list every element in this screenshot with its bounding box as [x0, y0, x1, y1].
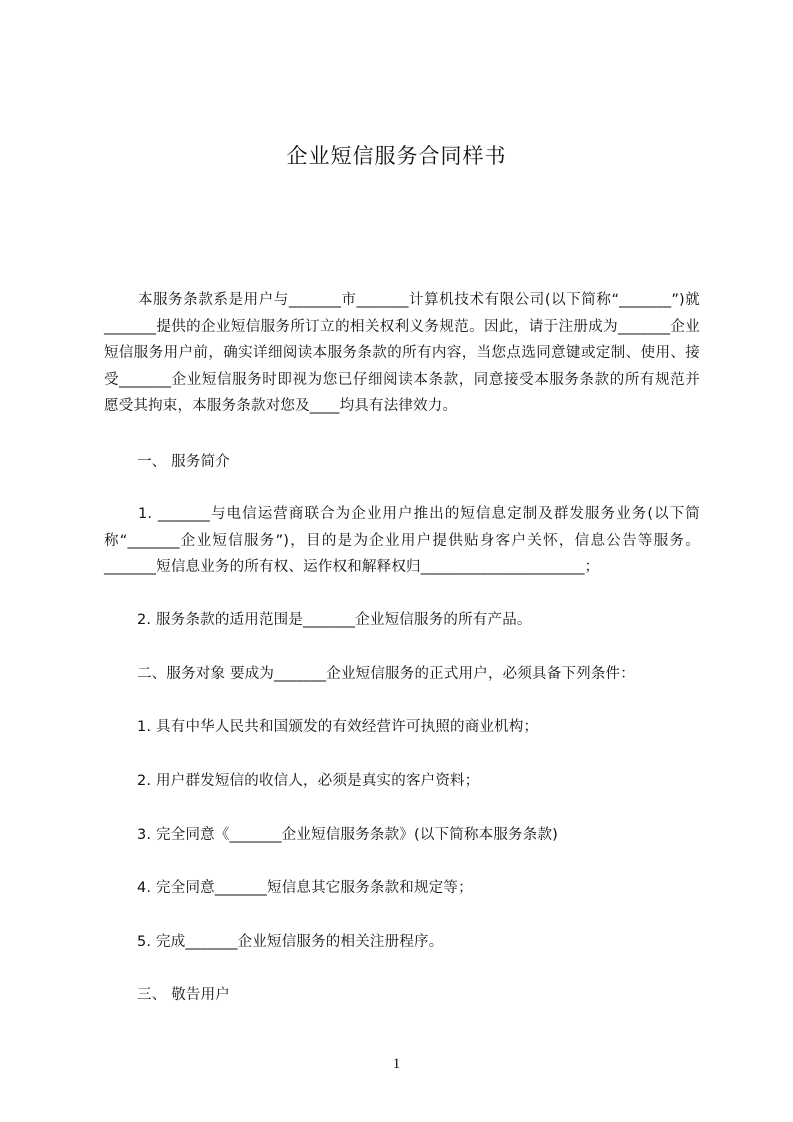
section-1-item-2: 2. 服务条款的适用范围是_______企业短信服务的所有产品。: [137, 612, 532, 628]
section-2-item-4: 4. 完全同意_______短信息其它服务条款和规定等；: [137, 880, 473, 896]
document-title: 企业短信服务合同样书: [286, 144, 507, 168]
section-2-item-1: 1. 具有中华人民共和国颁发的有效经营许可执照的商业机构；: [137, 719, 539, 735]
section-2-item-5: 5. 完成_______企业短信服务的相关注册程序。: [137, 934, 444, 950]
page-number: 1: [392, 1056, 401, 1072]
section-1-heading: 一、 服务简介: [137, 454, 231, 470]
section-3-heading: 三、 敬告用户: [137, 987, 231, 1003]
section-2-item-3: 3. 完全同意《_______企业短信服务条款》(以下简称本服务条款): [137, 827, 559, 843]
section-2-item-2: 2. 用户群发短信的收信人，必须是真实的客户资料；: [137, 773, 480, 789]
section-1-item-1: 1. _______与电信运营商联合为企业用户推出的短信息定制及群发服务业务(以下简称“_______企业短信服务”)，目的是为企业用户提供贴身客户关怀，信息公告等服务。_______短信息业务的所有权、运作权和解释权归______________________；: [104, 506, 700, 575]
intro-paragraph: 本服务条款系是用户与_______市_______计算机技术有限公司(以下简称“_______”)就_______提供的企业短信服务所订立的相关权利义务规范。因此，请于注册成为_______企业短信服务用户前，确实详细阅读本服务条款的所有内容，当您点选同意键或定制、使用、接受_______企业短信服务时即视为您已仔细阅读本条款，同意接受本服务条款的所有规范并愿受其拘束，本服务条款对您及____均具有法律效力。: [104, 292, 700, 414]
section-2-heading: 二、服务对象 要成为_______企业短信服务的正式用户，必须具备下列条件：: [137, 666, 635, 682]
